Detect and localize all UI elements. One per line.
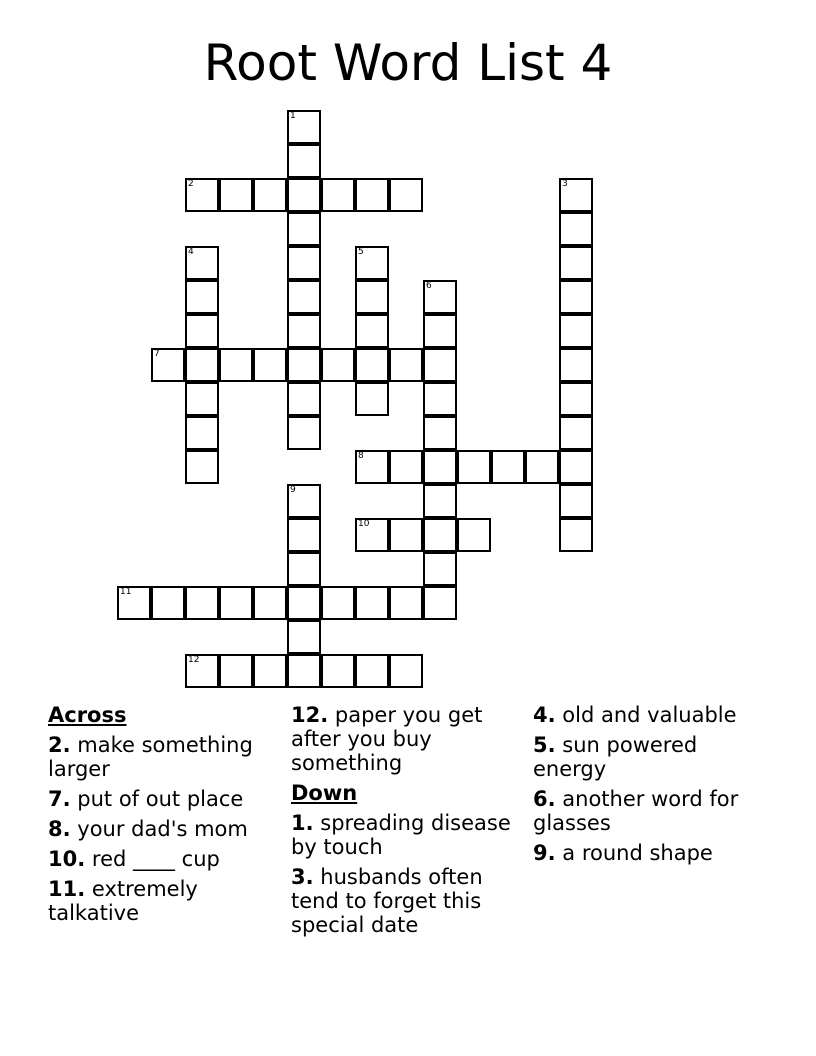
clue-number-label: 5. [533,733,556,757]
crossword-cell[interactable] [355,314,389,348]
clue-number: 9 [290,485,296,495]
crossword-cell[interactable] [253,178,287,212]
crossword-cell[interactable] [287,518,321,552]
crossword-cell[interactable] [389,348,423,382]
crossword-cell[interactable] [423,416,457,450]
clue-number: 4 [188,247,194,257]
crossword-cell[interactable] [559,382,593,416]
crossword-cell[interactable] [287,620,321,654]
crossword-cell[interactable] [321,586,355,620]
clue-number-label: 6. [533,787,556,811]
clue-text: another word for glasses [533,787,739,835]
crossword-cell[interactable] [321,654,355,688]
crossword-cell[interactable] [355,654,389,688]
crossword-cell[interactable] [219,654,253,688]
clue-item [291,865,511,937]
crossword-cell[interactable] [287,212,321,246]
crossword-cell[interactable] [525,450,559,484]
clue-heading-across: Across [48,703,127,727]
crossword-cell[interactable] [219,348,253,382]
clue-number: 8 [358,451,364,461]
crossword-cell[interactable] [423,450,457,484]
crossword-cell[interactable] [423,518,457,552]
page-title: Root Word List 4 [203,34,613,92]
clue-number: 10 [358,519,370,529]
crossword-cell[interactable] [355,280,389,314]
clue-column-3 [533,703,753,871]
crossword-cell[interactable] [287,110,321,144]
crossword-cell[interactable] [423,484,457,518]
clue-number: 5 [358,247,364,257]
crossword-cell[interactable] [321,348,355,382]
crossword-cell[interactable] [219,178,253,212]
crossword-cell[interactable] [559,280,593,314]
clue-item [48,877,268,925]
clue-text: sun powered energy [533,733,698,781]
clue-number-label: 7. [48,787,71,811]
crossword-cell[interactable] [287,586,321,620]
crossword-cell[interactable] [287,144,321,178]
crossword-cell[interactable] [287,654,321,688]
crossword-cell[interactable] [559,450,593,484]
clue-item [533,703,753,727]
crossword-cell[interactable] [559,212,593,246]
crossword-cell[interactable] [287,484,321,518]
crossword-cell[interactable] [389,654,423,688]
crossword-cell[interactable] [423,552,457,586]
crossword-cell[interactable] [219,586,253,620]
clue-text: old and valuable [562,703,737,727]
crossword-cell[interactable] [559,518,593,552]
clue-number-label: 11. [48,877,86,901]
clue-text: a round shape [562,841,713,865]
crossword-cell[interactable] [355,178,389,212]
crossword-cell[interactable] [355,348,389,382]
crossword-cell[interactable] [151,348,185,382]
clue-heading-down: Down [291,781,358,805]
clue-column-2 [291,703,511,943]
crossword-cell[interactable] [389,178,423,212]
crossword-cell[interactable] [559,348,593,382]
crossword-cell[interactable] [355,586,389,620]
crossword-cell[interactable] [355,246,389,280]
clue-item [48,733,268,781]
crossword-cell[interactable] [185,246,219,280]
clue-item [533,787,753,835]
clue-text: your dad's mom [77,817,248,841]
clue-item [533,733,753,781]
crossword-cell[interactable] [423,382,457,416]
clue-number-label: 8. [48,817,71,841]
crossword-cell[interactable] [423,314,457,348]
clue-list [48,703,788,1023]
clue-item [48,847,268,871]
clue-item [48,817,268,841]
crossword-cell[interactable] [287,348,321,382]
clue-item [533,841,753,865]
crossword-cell[interactable] [559,314,593,348]
crossword-cell[interactable] [287,416,321,450]
clue-number: 12 [188,655,200,665]
crossword-cell[interactable] [253,586,287,620]
clue-number-label: 12. [291,703,329,727]
crossword-cell[interactable] [355,450,389,484]
clue-number-label: 2. [48,733,71,757]
clue-item [48,787,268,811]
crossword-cell[interactable] [287,382,321,416]
clue-number-label: 1. [291,811,314,835]
crossword-cell[interactable] [389,450,423,484]
clue-number-label: 4. [533,703,556,727]
crossword-cell[interactable] [185,348,219,382]
crossword-cell[interactable] [185,416,219,450]
clue-text: paper you get after you buy something [291,703,483,775]
crossword-cell[interactable] [287,178,321,212]
crossword-cell[interactable] [287,314,321,348]
clue-number: 1 [290,111,296,121]
clue-number: 6 [426,281,432,291]
crossword-cell[interactable] [287,552,321,586]
clue-number-label: 10. [48,847,86,871]
crossword-cell[interactable] [185,314,219,348]
crossword-cell[interactable] [287,246,321,280]
clue-text: put of out place [77,787,244,811]
crossword-cell[interactable] [423,280,457,314]
crossword-cell[interactable] [185,586,219,620]
crossword-cell[interactable] [253,348,287,382]
crossword-cell[interactable] [457,450,491,484]
crossword-cell[interactable] [559,484,593,518]
crossword-cell[interactable] [389,518,423,552]
clue-text: spreading disease by touch [291,811,511,859]
clue-text: red ____ cup [91,847,220,871]
clue-column-1 [48,703,268,931]
crossword-cell[interactable] [423,586,457,620]
crossword-cell[interactable] [253,654,287,688]
clue-text: husbands often tend to forget this special date [291,865,483,937]
crossword-cell[interactable] [321,178,355,212]
crossword-cell[interactable] [185,178,219,212]
crossword-cell[interactable] [355,382,389,416]
crossword-cell[interactable] [559,246,593,280]
clue-number: 7 [154,349,160,359]
crossword-cell[interactable] [185,280,219,314]
crossword-cell[interactable] [185,382,219,416]
crossword-cell[interactable] [389,586,423,620]
crossword-cell[interactable] [559,416,593,450]
clue-number: 2 [188,179,194,189]
crossword-cell[interactable] [151,586,185,620]
crossword-cell[interactable] [491,450,525,484]
clue-text: make something larger [48,733,253,781]
clue-number-label: 9. [533,841,556,865]
crossword-cell[interactable] [185,654,219,688]
crossword-cell[interactable] [185,450,219,484]
clue-number: 3 [562,179,568,189]
crossword-cell[interactable] [559,178,593,212]
crossword-cell[interactable] [355,518,389,552]
crossword-cell[interactable] [457,518,491,552]
clue-item [291,703,511,775]
clue-number: 11 [120,587,132,597]
crossword-cell[interactable] [423,348,457,382]
clue-item [291,811,511,859]
crossword-cell[interactable] [117,586,151,620]
clue-text: extremely talkative [48,877,198,925]
crossword-cell[interactable] [287,280,321,314]
clue-number-label: 3. [291,865,314,889]
